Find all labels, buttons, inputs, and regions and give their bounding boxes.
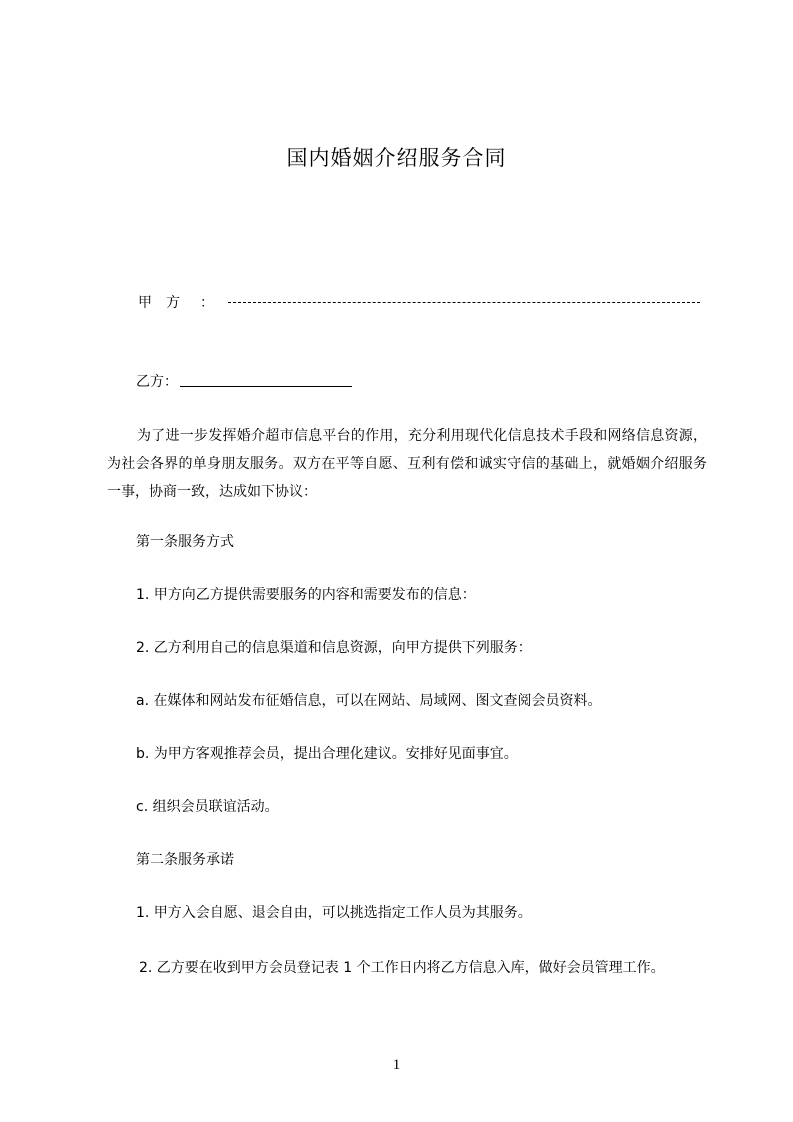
party-b-blank-line xyxy=(180,386,352,387)
article1-item: a. 在媒体和网站发布征婚信息，可以在网站、局域网、图文查阅会员资料。 xyxy=(136,693,602,709)
party-b-label: 乙方： xyxy=(136,374,178,390)
article1-item: c. 组织会员联谊活动。 xyxy=(136,799,279,815)
intro-paragraph: 为了进一步发挥婚介超市信息平台的作用，充分利用现代化信息技术手段和网络信息资源，为社会各界的单身朋友服务。双方在平等自愿、互利有偿和诚实守信的基础上，就婚姻介绍服务一事，协商一致，达成如下协议： xyxy=(107,428,707,500)
party-a-blank-line xyxy=(228,302,700,303)
article1-item: 1. 甲方向乙方提供需要服务的内容和需要发布的信息： xyxy=(136,587,476,603)
party-a-label: 甲方 xyxy=(138,295,194,311)
article2-item: 2. 乙方要在收到甲方会员登记表 1 个工作日内将乙方信息入库，做好会员管理工作。 xyxy=(139,960,665,976)
article2-item: 1. 甲方入会自愿、退会自由，可以挑选指定工作人员为其服务。 xyxy=(136,905,532,921)
article2-heading: 第二条服务承诺 xyxy=(136,852,234,868)
article1-item: b. 为甲方客观推荐会员，提出合理化建议。安排好见面事宜。 xyxy=(136,746,518,762)
article1-item: 2. 乙方利用自己的信息渠道和信息资源，向甲方提供下列服务： xyxy=(136,640,532,656)
party-b-line xyxy=(136,372,352,392)
page-number: 1 xyxy=(392,1057,401,1073)
contract-title: 国内婚姻介绍服务合同 xyxy=(286,146,507,170)
article1-heading: 第一条服务方式 xyxy=(136,534,234,550)
party-a-colon: ： xyxy=(200,295,214,311)
